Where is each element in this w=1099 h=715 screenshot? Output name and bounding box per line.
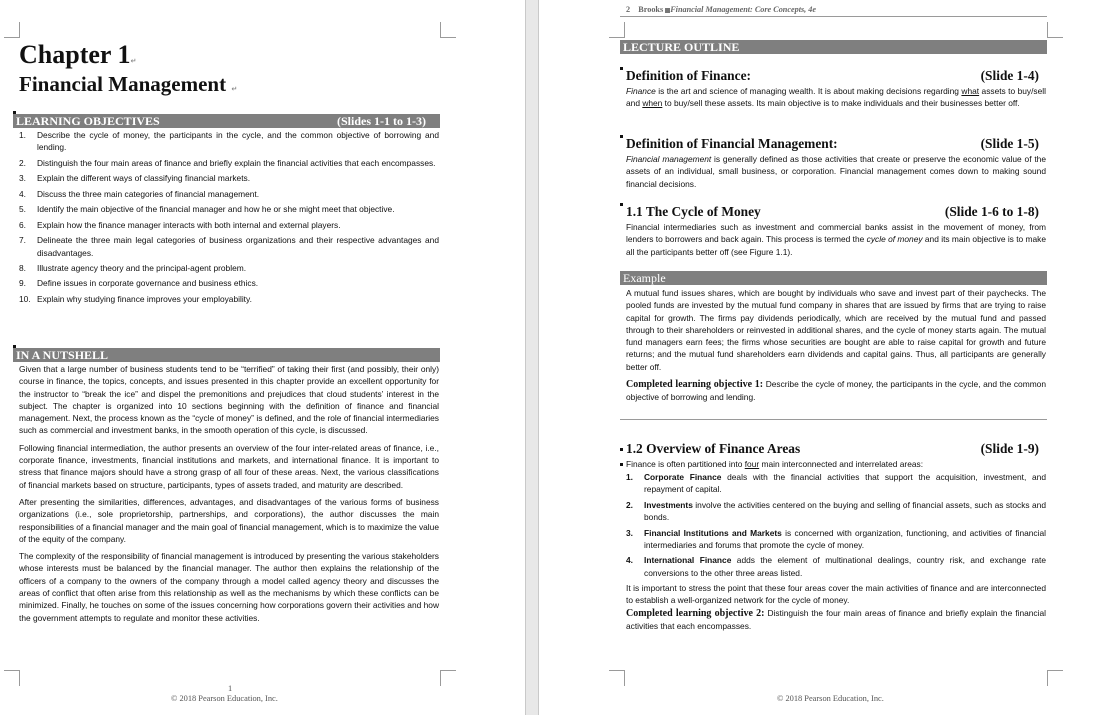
- learning-objectives-label: LEARNING OBJECTIVES: [16, 114, 160, 128]
- page-number: 1: [228, 684, 233, 693]
- list-item: 3. Financial Institutions and Markets is concerned with organization, functioning, and activities of financial intermediaries and forums that promote the cycle of money.: [626, 527, 1047, 550]
- example-paragraph: A mutual fund issues shares, which are bought by individuals who save and invest part of their paychecks. The pooled funds are invested by the mutual fund company in shares that are issued by firms that are trying to raise capital for growth. The firms pay dividends periodically, which are received by the mutual fund and passed through to their shareholders or reinvested in additional shares, and the cycle of money starts again. The mutual fund managers earn fees; the firms whose securities are bought are able to raise capital for growth and future returns; and the mutual fund shareholders earn dividends and capital gains. Thus, all participants are generally better off.: [626, 288, 1046, 372]
- lecture-outline-label: LECTURE OUTLINE: [623, 40, 740, 54]
- overview-title: 1.2 Overview of Finance Areas: [626, 441, 801, 456]
- list-item: 8. Illustrate agency theory and the principal-agent problem.: [19, 262, 247, 273]
- def-finance-slides: (Slide 1-4): [980, 68, 1039, 83]
- completed-objective-2: Completed learning objective 2: Distinguish the four main areas of finance and briefly explain the financial activities that each encompasses.: [626, 607, 1046, 631]
- crop-mark-bottom-right: [440, 670, 456, 686]
- copyright-footer: © 2018 Pearson Education, Inc.: [171, 694, 278, 703]
- overview-closing: [626, 582, 1046, 632]
- lecture-outline-heading: [620, 40, 1047, 54]
- learning-objectives-heading: [13, 114, 440, 128]
- nutshell-paragraph: Following financial intermediation, the author presents an overview of the four inter-related areas of finance, i.e., corporate finance, investments, financial institutions and markets, and international finance. It is important to stress that finance majors should have a strong grasp of all four of these areas. Next, the various classifications of financial markets based on structure, participants, types of assets traded, and maturity are described.: [19, 442, 439, 490]
- overview-intro: Finance is often partitioned into four main interconnected and interrelated areas:: [626, 459, 924, 469]
- section-bullet: [620, 203, 623, 206]
- page-gutter: [525, 0, 539, 715]
- list-item: 5. Identify the main objective of the financial manager and how he or she might meet that objective.: [19, 204, 395, 215]
- running-header: [626, 5, 816, 14]
- example-body: [626, 287, 1046, 404]
- overview-heading: [626, 441, 1039, 456]
- example-label: Example: [623, 271, 666, 285]
- paragraph-mark: ↵: [130, 57, 137, 65]
- overview-closing-paragraph: It is important to stress the point that these four areas cover the main activities of finance and are interconnected to establish a well-organized network for the cycle of money.: [626, 583, 1046, 606]
- list-item: 4. International Finance adds the element of multinational dealings, country risk, and exchange rate conversions to the other three areas listed.: [626, 555, 1046, 578]
- cycle-title: 1.1 The Cycle of Money: [626, 204, 761, 219]
- def-fm-heading: [626, 136, 1039, 151]
- chapter-subtitle-text: Financial Management: [19, 72, 227, 96]
- crop-mark-top-right: [440, 22, 456, 38]
- section-bullet: [620, 448, 623, 451]
- crop-mark-bottom-left: [609, 670, 625, 686]
- section-bullet: [13, 345, 16, 348]
- def-finance-heading: [626, 68, 1039, 83]
- section-bullet: [13, 111, 16, 114]
- header-book-title: Financial Management: Core Concepts, 4e: [670, 5, 816, 14]
- crop-mark-bottom-left: [4, 670, 20, 686]
- crop-mark-top-left: [609, 22, 625, 38]
- header-rule: [620, 16, 1047, 17]
- header-page-number: 2: [626, 5, 631, 14]
- header-author: Brooks: [638, 5, 664, 14]
- crop-mark-top-left: [4, 22, 20, 38]
- nutshell-body: [19, 363, 439, 629]
- def-finance-title: Definition of Finance:: [626, 68, 751, 83]
- copyright-footer: © 2018 Pearson Education, Inc.: [777, 694, 884, 703]
- def-finance-body: Finance is the art and science of managing wealth. It is about making decisions regarding what assets to buy/sell and when to buy/sell these assets. Its main objective is to make individuals and their businesses better off.: [626, 86, 1046, 109]
- nutshell-heading: [13, 348, 440, 362]
- crop-mark-top-right: [1047, 22, 1063, 38]
- chapter-subtitle: [19, 72, 237, 101]
- chapter-title-text: Chapter 1: [19, 40, 131, 69]
- list-item: 3. Explain the different ways of classifying financial markets.: [19, 173, 251, 184]
- list-item: 2. Distinguish the four main areas of finance and briefly explain the financial activities that each encompasses.: [19, 157, 436, 168]
- section-bullet: [620, 135, 623, 138]
- crop-mark-bottom-right: [1047, 670, 1063, 686]
- cycle-slides: (Slide 1-6 to 1-8): [944, 204, 1039, 219]
- document-page-right: [539, 0, 1099, 715]
- list-item: 9. Define issues in corporate governance and business ethics.: [19, 278, 259, 289]
- section-divider: [620, 419, 1047, 420]
- list-item: 1. Corporate Finance deals with the financial activities that support the acquisition, investment, and repayment of capital.: [626, 472, 1046, 495]
- list-item: 4. Discuss the three main categories of financial management.: [19, 188, 260, 199]
- list-item: 10. Explain why studying finance improves your employability.: [19, 293, 252, 304]
- cycle-body: Financial intermediaries such as investment and commercial banks assist in the movement of money, from lenders to borrowers and back again. This process is termed the cycle of money and its main objective is to make all the participants better off (see Figure 1.1).: [626, 222, 1047, 257]
- example-heading: [620, 271, 1047, 285]
- list-bullet: [620, 463, 623, 466]
- document-page-left: [0, 0, 525, 715]
- nutshell-paragraph: The complexity of the responsibility of financial management is introduced by presenting the various stakeholders whose interests must be balanced by the financial manager. The author then explains the relationship of the officers of a company to the owners of the company through a model called agency theory and discusses the areas of conflict that often arise from this relationship as well as the mechanisms by which these conflicts can be minimized. Finally, he touches on some of the issues concerning how corporations govern their activities and how the government attempts to regulate and monitor these activities.: [19, 551, 439, 623]
- list-item: 1. Describe the cycle of money, the participants in the cycle, and the common objective of borrowing and lending.: [19, 130, 439, 153]
- nutshell-paragraph: Given that a large number of business students tend to be “terrified” of taking their first (and possibly, their only) course in finance, the topics, concepts, and issues presented in this chapter provide an excellent opportunity for the instructor to “break the ice” and dispel the premonitions and prejudices that cloud students’ interest in the subject. The chapter is organized into 10 sections beginning with the definition of finance and financial management. Next, the process known as the “cycle of money” is defined, and the role of financial intermediaries such as commercial and investment banks, in the smooth operation of this cycle, is discussed.: [19, 364, 439, 436]
- finance-areas-list: [626, 471, 1046, 582]
- section-bullet: [620, 67, 623, 70]
- chapter-title: [19, 40, 136, 76]
- learning-objectives-list: [19, 129, 439, 308]
- def-fm-slides: (Slide 1-5): [980, 136, 1039, 151]
- list-item: 2. Investments involve the activities centered on the buying and selling of financial assets, such as stocks and bonds.: [626, 499, 1046, 523]
- list-item: 7. Delineate the three main legal categories of business organizations and their respective advantages and disadvantages.: [19, 235, 439, 258]
- overview-slides: (Slide 1-9): [980, 441, 1039, 456]
- def-fm-body: Financial management is generally defined as those activities that create or preserve the economic value of the assets of an individual, small business, or corporation. Financial management comes down to making sound financial decisions.: [626, 154, 1046, 189]
- paragraph-mark: ↵: [231, 85, 238, 93]
- list-item: 6. Explain how the finance manager interacts with both internal and external players.: [19, 219, 341, 230]
- learning-objectives-slides: (Slides 1-1 to 1-3): [337, 114, 426, 128]
- def-fm-title: Definition of Financial Management:: [626, 136, 838, 151]
- completed-objective-1: Completed learning objective 1: Describe the cycle of money, the participants in the cycle, and the common objective of borrowing and lending.: [626, 379, 1046, 403]
- nutshell-label: IN A NUTSHELL: [16, 348, 109, 362]
- nutshell-paragraph: After presenting the similarities, differences, advantages, and disadvantages of the various forms of business organizations (i.e., sole proprietorship, partnerships, and corporations), the author discusses the main responsibilities of a financial manager and the main goal of financial management, which is to maximize the value of the equity of the company.: [19, 496, 439, 544]
- cycle-heading: [626, 204, 1039, 219]
